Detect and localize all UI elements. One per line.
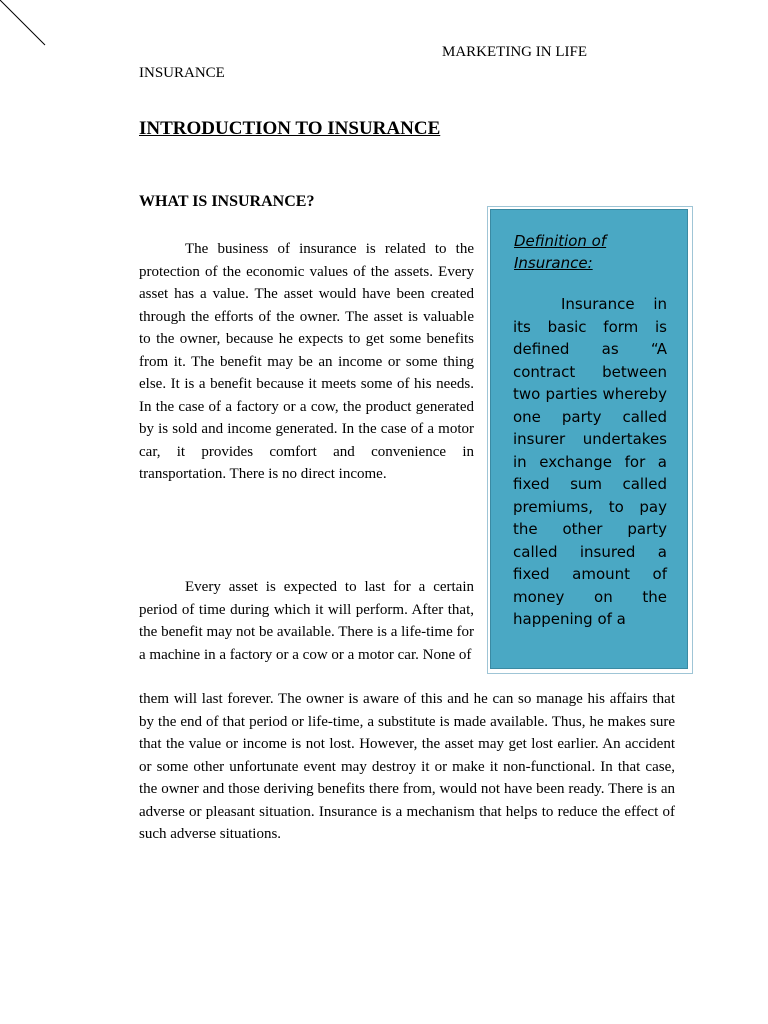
definition-box-title: Definition of Insurance: [514,232,607,272]
paragraph-1: The business of insurance is related to the protection of the economic values of the assets. Every asset has a value. The asset would have been created through the efforts of the owner. The asset is valuable to the owner, because he expects to get some benefits from it. The benefit may be an income or some thing else. It is a benefit because it meets some of his needs. In the case of a factory or a cow, the product generated by is sold and income generated. In the case of a motor car, it provides comfort and convenience in transportation. There is no direct income. [139,241,474,482]
running-header-line1: MARKETING IN LIFE [442,44,587,60]
section-heading: WHAT IS INSURANCE? [139,193,315,210]
running-header-line2: INSURANCE [139,65,225,81]
paragraph-2: Every asset is expected to last for a certain period of time during which it will perform. After that, the benefit may not be available. There is a life-time for a machine in a factory or a cow or a motor car. None of [139,579,475,663]
paragraph-3: them will last forever. The owner is aware of this and he can so manage his affairs that by the end of that period or life-time, a substitute is made available. Thus, he makes sure that the value or income is not lost. However, the asset may get lost earlier. An accident or some other unfortunate event may destroy it or make it non-functional. In that case, the owner and those deriving benefits there from, would not have been ready. There is an adverse or pleasant situation. Insurance is a mechanism that helps to reduce the effect of such adverse situations. [139,691,675,842]
definition-box [490,209,688,669]
corner-fold-line [0,0,60,60]
page-title: INTRODUCTION TO INSURANCE [139,118,441,139]
definition-box-body: Insurance in its basic form is defined as “A contract between two parties whereby one party called insurer undertakes in exchange for a fixed sum called premiums, to pay the other party called insured a fixed amount of money on the happening of a [513,295,667,628]
